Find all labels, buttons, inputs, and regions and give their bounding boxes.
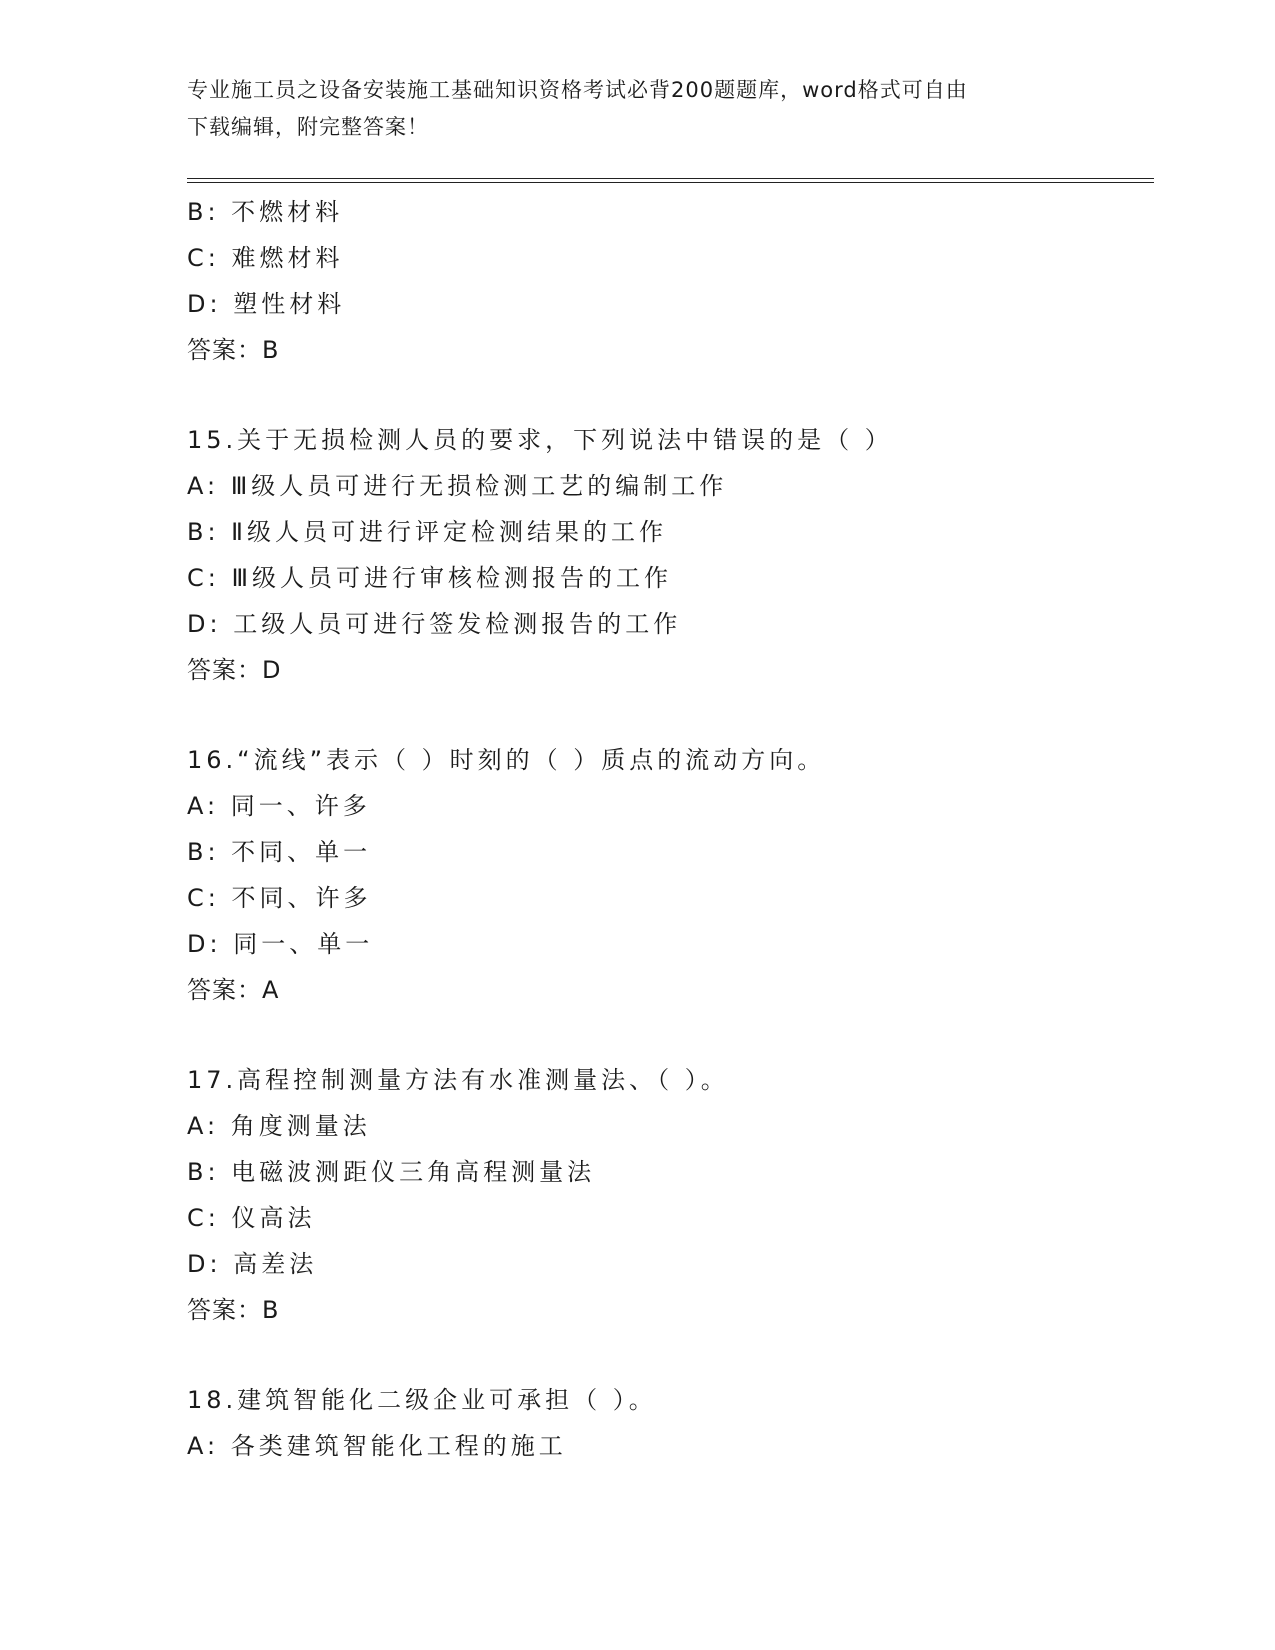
question-stem: 16.“流线”表示（ ）时刻的（ ）质点的流动方向。 xyxy=(187,746,826,775)
question-15 xyxy=(187,418,1147,693)
question-16 xyxy=(187,738,1147,1013)
header-line-1: 专业施工员之设备安装施工基础知识资格考试必背200题题库，word格式可自由 xyxy=(187,78,968,102)
option-a: A: 同一、许多 xyxy=(187,792,371,821)
question-stem: 15.关于无损检测人员的要求，下列说法中错误的是（ ） xyxy=(187,426,893,455)
option-b: B: 不燃材料 xyxy=(187,198,344,226)
option-c: C: Ⅲ级人员可进行审核检测报告的工作 xyxy=(187,563,673,592)
question-list xyxy=(187,190,1147,1470)
header-line-2: 下载编辑，附完整答案！ xyxy=(187,115,429,139)
question-stem: 17.高程控制测量方法有水准测量法、（ ）。 xyxy=(187,1066,729,1095)
question-stem: 18.建筑智能化二级企业可承担（ ）。 xyxy=(187,1386,657,1415)
option-c: C: 难燃材料 xyxy=(187,243,344,272)
answer: 答案：B xyxy=(187,336,280,365)
answer: 答案：A xyxy=(187,976,280,1005)
answer: 答案：D xyxy=(187,656,282,685)
option-d: D: 塑性材料 xyxy=(187,289,346,318)
option-a: A: Ⅲ级人员可进行无损检测工艺的编制工作 xyxy=(187,472,728,501)
question-18 xyxy=(187,1378,1147,1470)
option-d: D: 工级人员可进行签发检测报告的工作 xyxy=(187,609,682,638)
header-divider xyxy=(187,178,1154,183)
option-c: C: 不同、许多 xyxy=(187,883,372,912)
document-header xyxy=(187,72,1067,146)
option-c: C: 仪高法 xyxy=(187,1203,316,1232)
option-b: B: Ⅱ级人员可进行评定检测结果的工作 xyxy=(187,517,667,546)
option-d: D: 同一、单一 xyxy=(187,929,374,958)
question-14-partial xyxy=(187,190,1147,373)
question-17 xyxy=(187,1058,1147,1333)
option-a: A: 角度测量法 xyxy=(187,1112,371,1141)
option-b: B: 电磁波测距仪三角高程测量法 xyxy=(187,1157,596,1186)
answer: 答案：B xyxy=(187,1296,280,1325)
option-d: D: 高差法 xyxy=(187,1249,318,1278)
option-b: B: 不同、单一 xyxy=(187,837,372,866)
option-a: A: 各类建筑智能化工程的施工 xyxy=(187,1432,567,1461)
